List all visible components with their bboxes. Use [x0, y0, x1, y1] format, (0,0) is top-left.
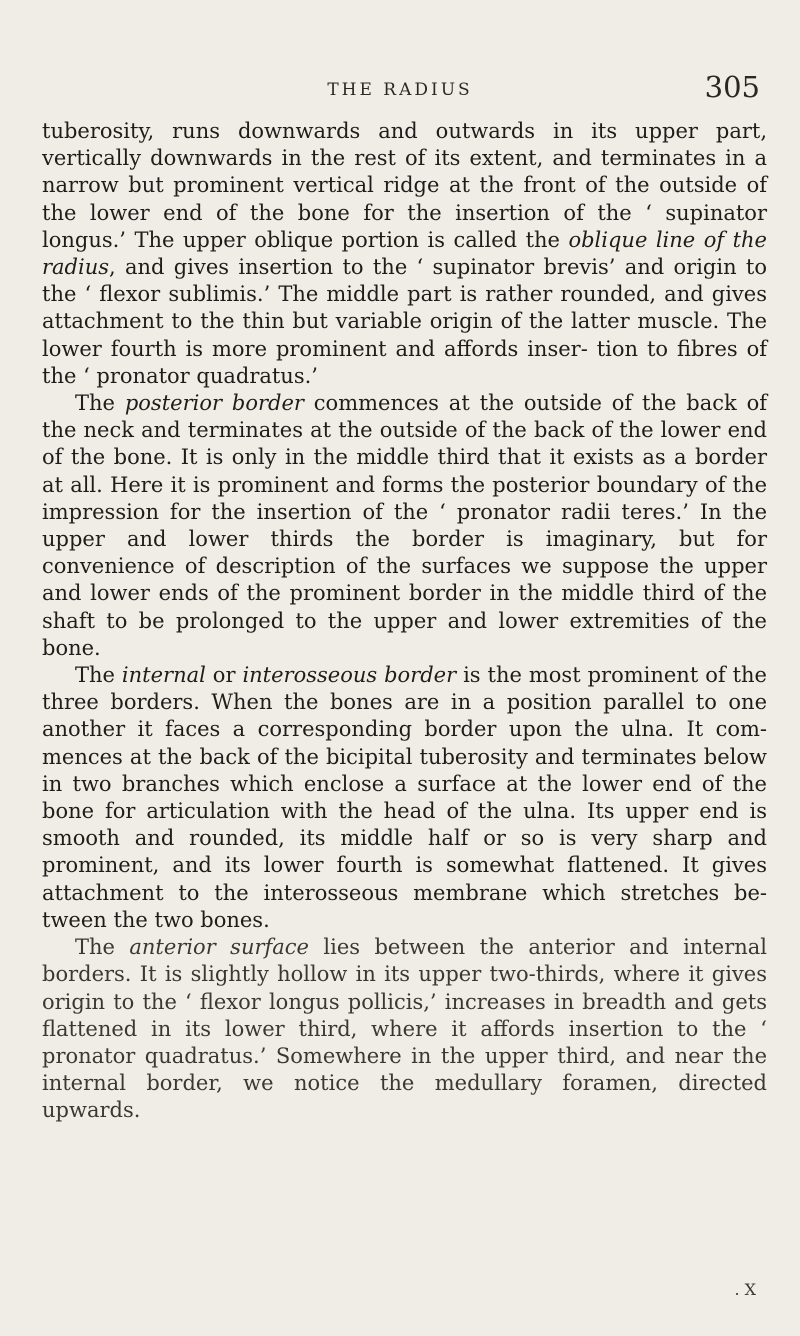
- text-run: The: [75, 935, 130, 960]
- text-run: or: [205, 663, 243, 688]
- text-run: The: [75, 663, 122, 688]
- paragraph: [42, 662, 767, 934]
- italic-term: internal: [121, 663, 206, 688]
- italic-term: anterior surface: [129, 935, 309, 960]
- paragraph: [42, 390, 767, 662]
- running-title: THE RADIUS: [327, 80, 473, 100]
- signature-mark: . X: [734, 1280, 756, 1299]
- text-run: is the most prominent of the three borders. When the bones are in a position parallel to one another it faces a corresponding border upon the ulna. It com- mences at the back of the bicipital tuberosity and terminates below in two branches which enclose a surface at the lower end of the bone for articulation with the head of the ulna. Its upper end is smooth and rounded, its middle half or so is very sharp and prominent, and its lower fourth is somewhat flattened. It gives attachment to the interosseous membrane which stretches be- tween the two bones.: [42, 663, 767, 932]
- text-run: , and gives insertion to the ‘ supinator brevis’ and origin to the ‘ flexor sublimis.’ The middle part is rather rounded, and gives attachment to the thin but variable origin of the latter muscle. The lower fourth is more prominent and affords inser- tion to fibres of the ‘ pronator quadratus.’: [42, 255, 767, 388]
- paragraph: [42, 934, 767, 1124]
- paragraph: [42, 118, 767, 390]
- italic-term: posterior border: [124, 391, 304, 416]
- text-run: The: [75, 391, 125, 416]
- text-run: tuberosity, runs downwards and outwards in its upper part, vertically downwards in the rest of its extent, and terminates in a narrow but prominent vertical ridge at the front of the outside of the lower end of the bone for the insertion of the ‘ supinator longus.’ The upper oblique portion is called the: [42, 119, 767, 252]
- italic-term: interosseous border: [242, 663, 457, 688]
- text-run: lies between the anterior and internal borders. It is slightly hollow in its upper two-thirds, where it gives origin to the ‘ flexor longus pollicis,’ increases in breadth and gets flattened in its lower third, where it affords insertion to the ‘ pronator quadratus.’ Somewhere in the upper third, and near the internal border, we notice the medullary foramen, directed upwards.: [42, 935, 767, 1123]
- body-text: [42, 118, 767, 1125]
- text-run: commences at the outside of the back of the neck and terminates at the outside of the back of the lower end of the bone. It is only in the middle third that it exists as a border at all. Here it is prominent and forms the posterior boundary of the impression for the insertion of the ‘ pronator radii teres.’ In the upper and lower thirds the border is imaginary, but for convenience of description of the surfaces we suppose the upper and lower ends of the prominent border in the middle third of the shaft to be prolonged to the upper and lower extremities of the bone.: [42, 391, 768, 660]
- italic-term: oblique line of the radius: [42, 227, 767, 280]
- page-number: 305: [704, 70, 760, 104]
- page-header: [0, 62, 800, 102]
